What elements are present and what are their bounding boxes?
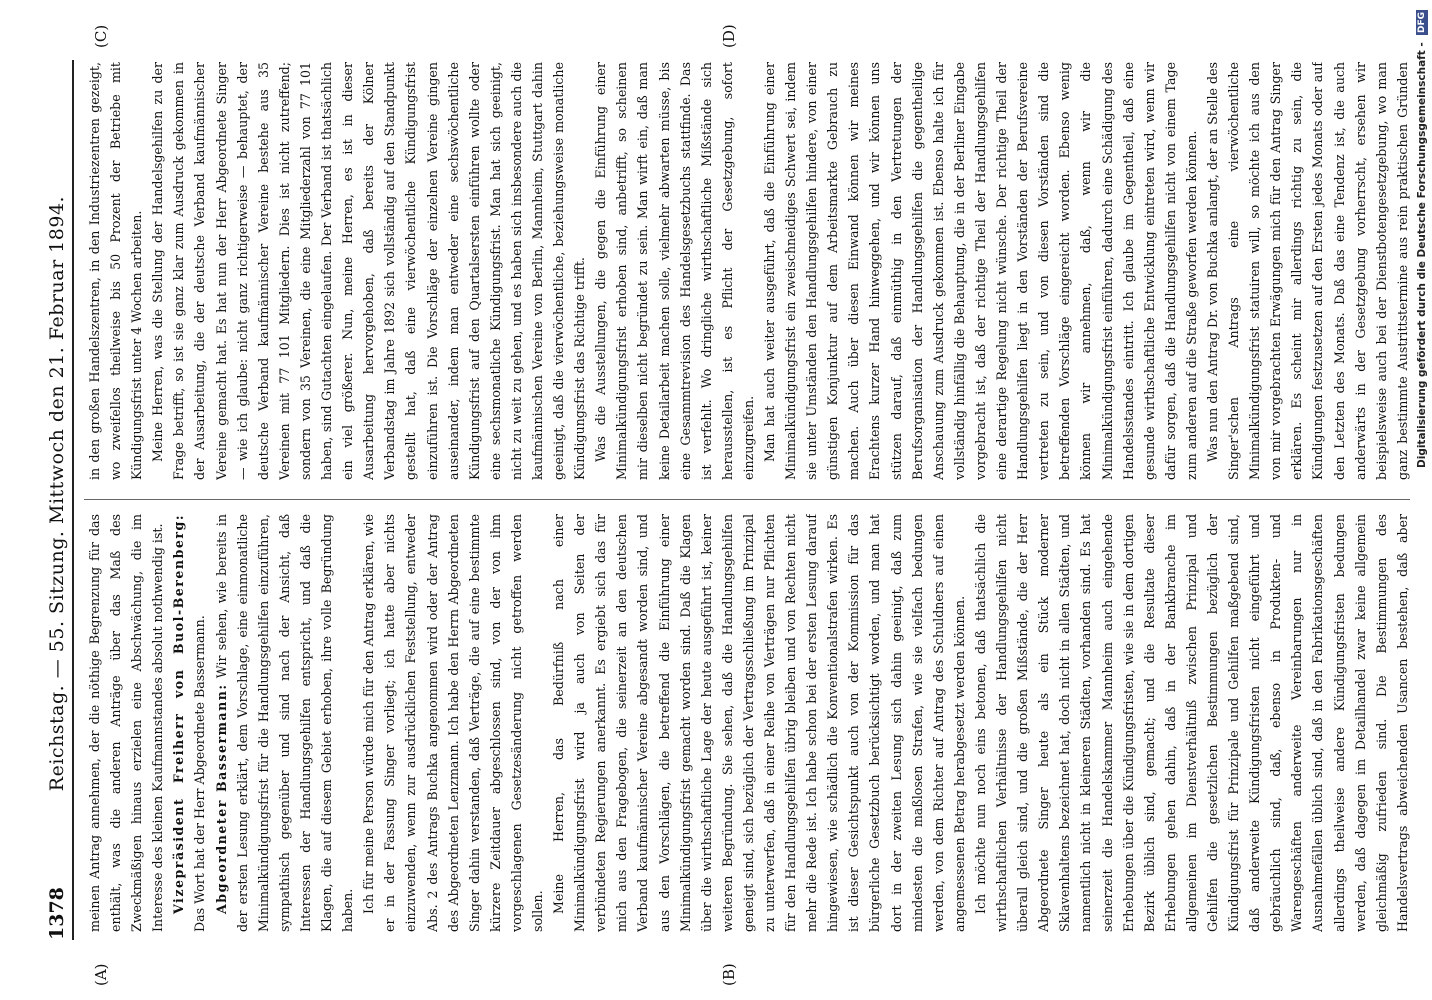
paragraph-text: Das Wort hat der Herr Abgeordnete Bassermann. [192,615,208,932]
paragraph [168,514,210,932]
paragraph-text: Wir sehen, wie bereits in der ersten Lesung erklärt, dem Vorschlage, eine einmonatliche Minimalkündigungsfrist für die Handlungsgehilfen einzuführen, sympathisch gegenüber und sind nach der Ansicht, daß Interessen der Handlungsgehilfen entspricht, und daß die Klagen, die auf diesem Gebiet erhoben, ihre volle Begründung haben. [213,514,356,932]
paragraph [1202,62,1414,480]
page-header [42,60,72,940]
paragraph [211,514,359,932]
digitization-credit-text: Digitalisierung gefördert durch die Deutsche Forschungsgemeinschaft - [1416,42,1428,469]
paragraph-text: Was die Ausstellungen, die gegen die Einführung einer Minimalkündigungsfrist erhoben sind, anbetrifft, so scheinen mir dieselben nicht begründet zu sein. Man wirft ein, daß man keine Detailarbeit machen solle, vielmehr abwarten müsse, bis eine Gesammtrevision des Handelsgesetzbuchs stattfinde. Das ist verfehlt. Wo dringliche wirthschaftliche Mißstände sich herausstellen, ist es Pflicht der Gesetzgebung, sofort einzugreifen. [593,62,756,480]
paragraph-text: Man hat auch weiter ausgeführt, daß die Einführung einer Minimalkündigungsfrist ein zweischneidiges Schwert sei, indem sie unter Umständen den Handlungsgehilfen hindere, von einer günstigen Konjunktur auf dem Arbeitsmarkte Gebrauch zu machen. Auch über diesen Einwand können wir meines Erachtens kurzer Hand hinweggehen, und wir können uns stützen darauf, daß einmüthig in den Vertretungen der Berufsorganisation der Handlungsgehilfen die gegentheilige Anschauung zum Ausdruck gekommen ist. Ebenso halte ich für vollständig hinfällig die Behauptung, die in der Berliner Eingabe vorgebracht ist, daß der richtige Theil der Handlungsgehilfen eine derartige Regelung nicht wünsche. Der richtige Theil der Handlungsgehilfen liegt in den Vorständen der Berufsvereine vertreten zu sein, und von diesen Vorständen sind die betreffenden Vorschläge eingereicht worden. Ebenso wenig können wir annehmen, daß, wenn wir die Minimalkündigungsfrist einführen, dadurch eine Schädigung des Handelsstandes eintritt. Ich glaube im Gegentheil, daß eine gesunde wirthschaftliche Entwicklung eintreten wird, wenn wir dafür sorgen, daß die Handlungsgehilfen nicht von einem Tage zum anderen auf die Straße geworfen werden können. [762,62,1199,480]
paragraph-text: Ich möchte nun noch eins betonen, daß thatsächlich die wirthschaftlichen Verhältnisse der Handlungsgehilfen nicht überall gleich sind, und die großen Mißstände, die der Herr Abgeordnete Singer heute als ein Stück moderner Sklavenhaltens bezeichnet hat, doch nicht in allen Städten, und namentlich nicht in kleineren Städten, vorhanden sind. Es hat seinerzeit die Handelskammer Mannheim auch eingehende Erhebungen über die Kündigungsfristen, wie sie in dem dortigen Bezirk üblich sind, gemacht; und die Resultate dieser Erhebungen gehen dahin, daß in der Bankbranche im allgemeinen im Dienstverhältniß zwischen Prinzipal und Gehilfen die gesetzlichen Bestimmungen bezüglich der Kündigungsfrist für Prinzipale und Gehilfen maßgebend sind, daß anderweite Kündigungsfristen nicht eingeführt und gebräuchlich sind, daß, ebenso in Produkten- und Warengeschäften anderweite Vereinbarungen nur in Ausnahmefällen üblich sind, daß in den Fabrikationsgeschäften allerdings theilweise andere Kündigungsfristen bedungen werden, daß dagegen im Detailhandel zwar keine allgemein gleichmäßig zufrieden sind. Die Bestimmungen des Handelsvertrags abweichenden Usancen bestehen, daß aber [972,514,1410,932]
paragraph-text: in den großen Handelszentren, in den Industriezentren gezeigt, wo zweifellos theilweise bis 50 Prozent der Betriebe mit Kündigungsfrist unter 4 Wochen arbeiten. [87,62,145,480]
margin-marker-d: (D) [720,24,738,48]
page-number: 1378 [46,887,68,940]
right-text-column [84,62,1414,480]
speaker-name: Vizepräsident Freiherr von Buol-Berenberg: [171,514,187,914]
header-rule [72,60,74,940]
column-divider [84,499,1414,500]
paragraph-text: Meine Herren, was die Stellung der Handelsgehilfen zu der Frage betrifft, so ist sie ganz klar zum Ausdruck gekommen in der Ausarbeitung, die der deutsche Verband kaufmännischer Vereine gemacht hat. Es hat nun der Herr Abgeordnete Singer — wie ich glaube: nicht ganz richtigerweise — behauptet, der deutsche Verband kaufmännischer Vereine bestehe aus 35 Vereinen mit 77 101 Mitgliedern. Dies ist nicht zutreffend; sondern von 35 Vereinen, die eine Mitgliederzahl von 77 101 haben, sind Gutachten eingelaufen. Der Verband ist thatsächlich ein viel größerer. Nun, meine Herren, es ist in dieser Ausarbeitung hervorgehoben, daß bereits der Kölner Verbandstag im Jahre 1892 sich vollständig auf den Standpunkt gestellt hat, daß eine vierwöchentliche Kündigungsfrist einzuführen ist. Die Vorschläge der einzelnen Vereine gingen auseinander, indem man entweder eine sechswöchentliche Kündigungsfrist auf den Quartalsersten einführen wollte oder eine sechsmonatliche Kündigungsfrist. Man hat sich geeinigt, nicht zu weit zu gehen, und es haben sich insbesondere auch die kaufmännischen Vereine von Berlin, Mannheim, Stuttgart dahin geeinigt, daß die vierwöchentliche, beziehungsweise monatliche Kündigungsfrist das Richtige trifft. [150,62,588,480]
digitization-credit-strip [1410,0,1432,1000]
speaker-name: Abgeordneter Bassermann: [213,683,229,914]
margin-marker-b: (B) [720,963,738,986]
paragraph [147,62,590,480]
paragraph-text: Ich für meine Person würde mich für den Antrag erklären, wie er in der Fassung Singer vorliegt; ich hatte aber nichts einzuwenden, wenn zur ausdrücklichen Feststellung, entweder Abs. 2 des Antrags Buchka angenommen wird oder der Antrag des Abgeordneten Lenzmann. Ich habe den Herrn Abgeordneten Singer dahin verstanden, daß Verträge, die auf eine bestimmte kürzere Zeitdauer abgeschlossen sind, von der von ihm vorgeschlagenen Gesetzesänderung nicht getroffen werden sollen. [361,514,545,932]
paragraph [548,514,970,932]
paragraph-text: meinen Antrag annehmen, der die nöthige Begrenzung für das enthält, was die anderen Anträge über das Maß des Zweckmäßigen hinaus erzielen eine Abschwächung, die im Interesse des kleinen Kaufmannstandes absolut nothwendig ist. [87,514,166,932]
margin-marker-c: (C) [92,24,110,48]
paragraph [358,514,548,932]
page-title: Reichstag. — 55. Sitzung. Mittwoch den 21. Februar 1894. [46,195,68,792]
paragraph [84,514,168,932]
paragraph [590,62,759,480]
paragraph-text: Was nun den Antrag Dr. von Buchka anlangt, der an Stelle des Singer'schen Antrags eine vierwöchentliche Minimalkündigungsfrist statuiren will, so möchte ich aus den von mir vorgebrachten Erwägungen mich für den Antrag Singer erklären. Es scheint mir allerdings richtig zu sein, die Kündigungen festzusetzen auf den Ersten jedes Monats oder auf den Letzten des Monats. Daß das eine Tendenz ist, die auch anderwärts in der Gesetzgebung vorherrscht, ersehen wir beispielsweise auch bei der Dienstbotengesetzgebung, wo man ganz bestimmte Austrittstermine aus rein praktischen Gründen [1204,62,1410,480]
digitization-credit [1416,10,1428,990]
left-text-column [84,514,1414,932]
margin-marker-a: (A) [92,963,110,986]
paragraph-text: Meine Herren, das Bedürfniß nach einer Minimalkündigungsfrist wird ja auch von Seiten der verbündeten Regierungen anerkannt. Es ergiebt sich das für mich aus den Fragebogen, die seinerzeit an den deutschen Verband kaufmännischer Vereine abgesandt worden sind, und aus den Vorschlägen, die betreffend die Einführung einer Minimalkündigungsfrist gemacht worden sind. Daß die Klagen über die wirthschaftliche Lage der heute ausgeführt ist, keiner weiteren Begründung. Sie sehen, daß die Handlungsgehilfen geneigt sind, sich bezüglich der Vertragsschließung im Prinzipal zu unterwerfen, daß in einer Reihe von Verträgen nur Pflichten für den Handlungsgehilfen übrig bleiben und von Rechten nicht mehr die Rede ist. Ich habe schon bei der ersten Lesung darauf hingewiesen, wie schädlich die Konventionalstrafen wirken. Es ist dieser Gesichtspunkt auch von der Kommission für das bürgerliche Gesetzbuch berücksichtigt worden, und man hat dort in der zweiten Lesung sich dahin geeinigt, daß zum mindesten die maßlosen Strafen, wie sie vielfach bedungen werden, von dem Richter auf Antrag des Schuldners auf einen angemessenen Betrag herabgesetzt werden können. [551,514,967,932]
paragraph [970,514,1414,932]
paragraph [759,62,1202,480]
dfg-logo: DFG [1417,12,1427,34]
paragraph [84,62,147,480]
